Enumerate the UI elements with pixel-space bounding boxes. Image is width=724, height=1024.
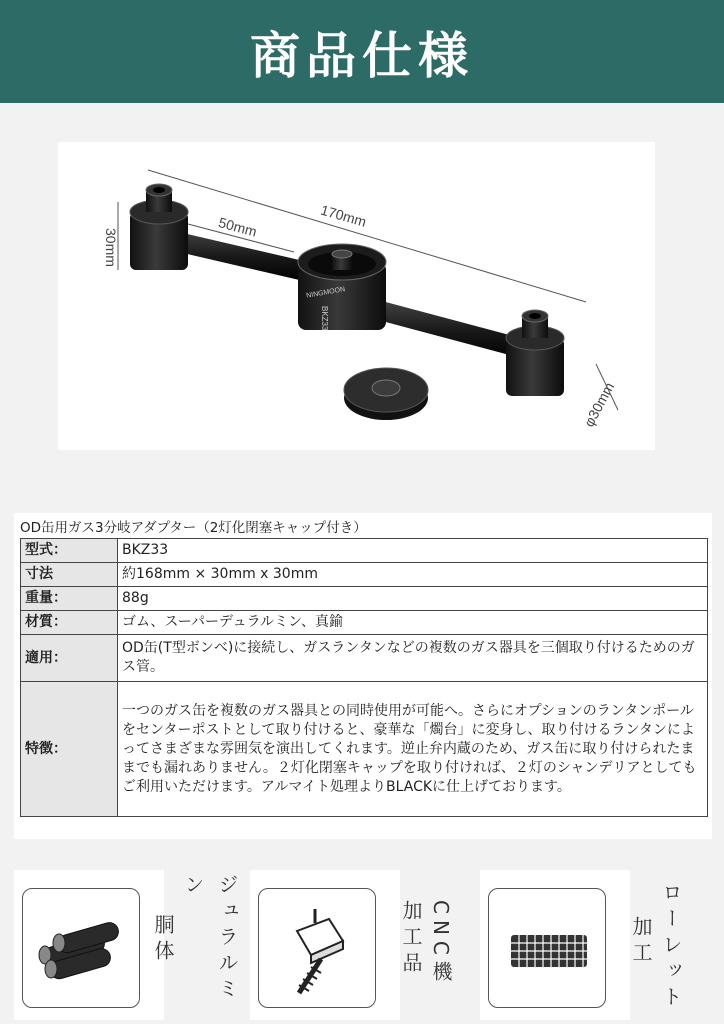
spec-key: 重量： [21, 587, 118, 611]
left-port [130, 184, 188, 270]
table-row [21, 563, 708, 587]
spec-value: ゴム、スーパーデュラルミン、真鍮 [118, 611, 708, 635]
table-row [21, 635, 708, 682]
page-title: 商品仕様 [250, 26, 474, 85]
center-hub [298, 244, 386, 331]
product-photo [58, 142, 655, 450]
spec-key: 材質： [21, 611, 118, 635]
spec-value: OD缶(T型ボンベ)に接続し、ガスランタンなどの複数のガス器具を三個取り付けるためのガス管。 [118, 635, 708, 682]
spec-key: 型式： [21, 539, 118, 563]
spec-value: 88g [118, 587, 708, 611]
dim-width-label: 170mm [318, 201, 369, 230]
spec-value: 一つのガス缶を複数のガス器具との同時使用が可能へ。さらにオプションのランタンポールをセンターポストとして取り付けると、豪華な「燭台」に変身し、取り付けるランタンによってさまざまな雰囲気を演出してくれます。逆止弁内蔵のため、ガス缶に取り付けられたままでも漏れありません。２灯化閉塞キャップを取り付ければ、２灯のシャンデリアとしてもご利用いただけます。アルマイト処理よりBLACKに仕上げております。 [118, 682, 708, 817]
feature-icons [0, 860, 724, 1024]
feature-label-machined: 加工品 [399, 900, 423, 978]
feature-card-duralumin [14, 870, 164, 1020]
feature-card-knurling [480, 870, 630, 1020]
feature-label-body: 胴体 [151, 914, 175, 966]
page-header [0, 0, 724, 103]
feature-card-cnc [250, 870, 400, 1020]
table-row [21, 682, 708, 817]
spec-value: 約168mm × 30mm x 30mm [118, 563, 708, 587]
model-text: BKZ33 [320, 306, 329, 331]
product-illustration [58, 142, 655, 450]
table-row [21, 611, 708, 635]
closing-cap [344, 368, 428, 420]
metal-bars-icon [22, 888, 140, 1008]
right-port [506, 310, 564, 396]
spec-key: 寸法 [21, 563, 118, 587]
dim-spacing-label: 50mm [216, 214, 259, 240]
spec-section [14, 513, 712, 839]
feature-label-knurl: ローレット [659, 882, 683, 1012]
feature-label-cnc: CNC機 [429, 900, 453, 987]
spec-value: BKZ33 [118, 539, 708, 563]
dim-height-label: 30mm [103, 228, 119, 267]
brand-text: NINGMOON [305, 286, 346, 300]
spec-table [20, 538, 708, 817]
knurling-pattern-icon [488, 888, 606, 1008]
spec-title: OD缶用ガス3分岐アダプター（2灯化閉塞キャップ付き） [20, 520, 367, 536]
feature-label-process: 加工 [629, 916, 653, 968]
feature-label-duralumin: ジュラルミン [181, 874, 239, 1004]
cnc-bolt-icon [258, 888, 376, 1008]
table-row [21, 587, 708, 611]
table-row [21, 539, 708, 563]
dim-diameter-label: φ30mm [580, 379, 618, 430]
spec-key: 適用： [21, 635, 118, 682]
spec-key: 特徴： [21, 682, 118, 817]
